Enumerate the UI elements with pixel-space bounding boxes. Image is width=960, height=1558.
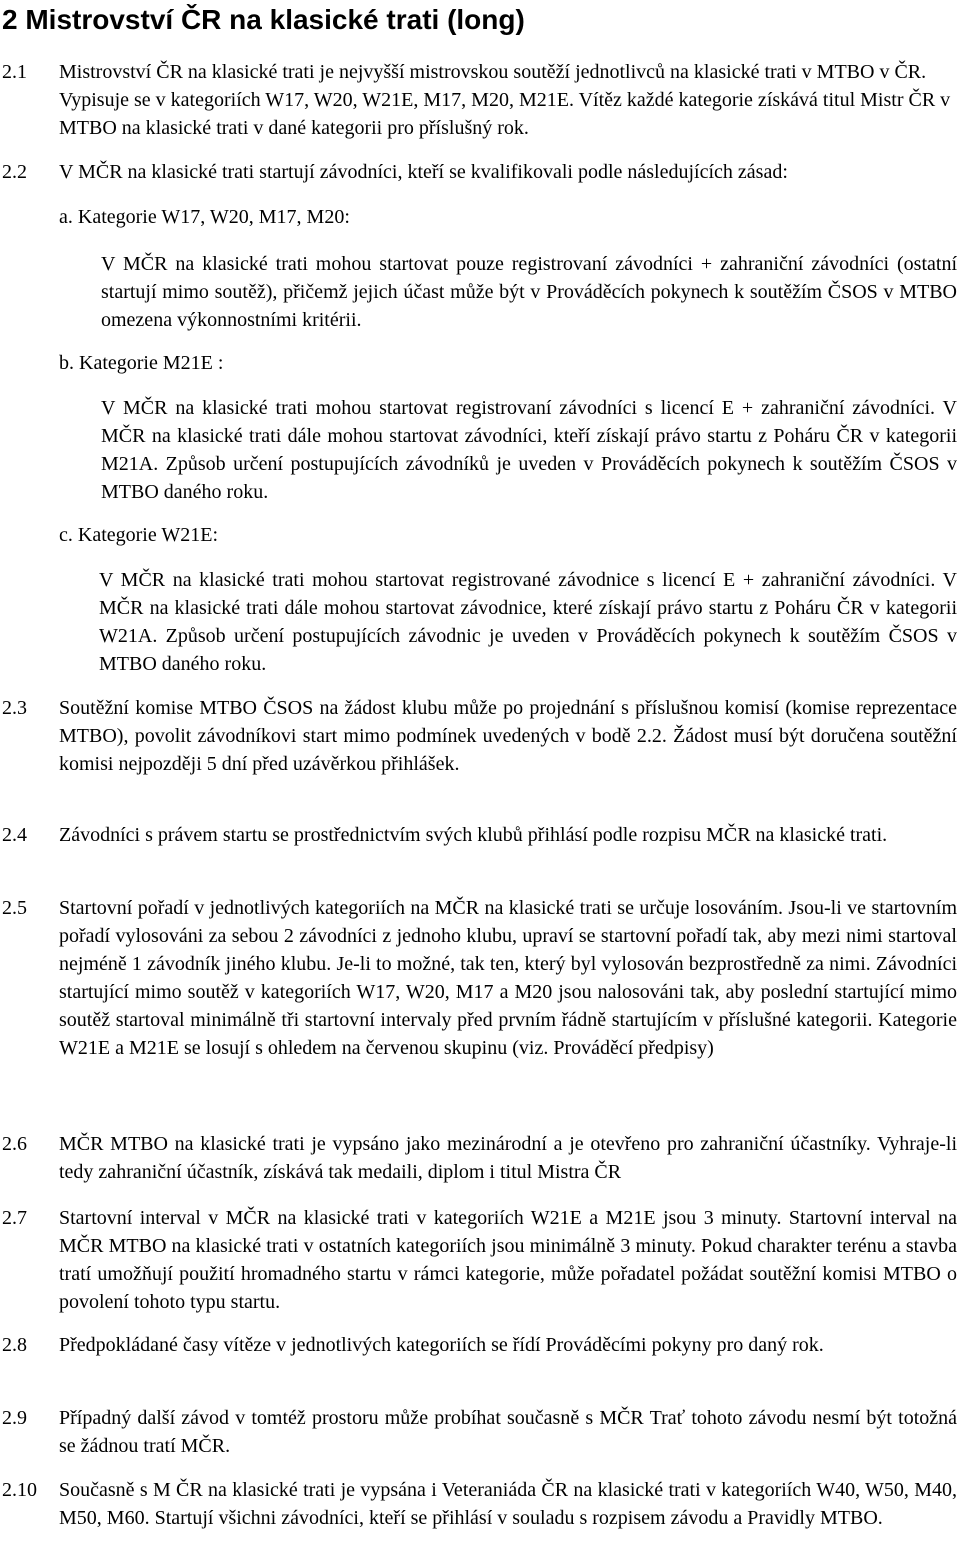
section-text: Mistrovství ČR na klasické trati je nejvyšší mistrovskou soutěží jednotlivců na klasické trati v MTBO v ČR. Vypisuje se v kategoriích W17, W20, W21E, M17, M20, M21E. Vítěz každé kategorie získává titul Mistr ČR v MTBO na klasické trati v dané kategorii pro příslušný rok.	[59, 61, 951, 139]
section-text: Předpokládané časy vítěze v jednotlivých kategoriích se řídí Prováděcími pokyny pro daný rok.	[59, 1334, 824, 1356]
section-text: Případný další závod v tomtéž prostoru může probíhat současně s MČR Trať tohoto závodu nesmí být totožná se žádnou tratí MČR.	[59, 1407, 957, 1457]
section-number: 2.10	[2, 1479, 37, 1501]
section-text: Současně s M ČR na klasické trati je vypsána i Veteraniáda ČR na klasické trati v kategoriích W40, W50, M40, M50, M60. Startují všichni závodníci, kteří se přihlásí v souladu s rozpisem závodu a Pravidly MTBO.	[59, 1479, 957, 1529]
section-number: 2.9	[2, 1407, 27, 1429]
section-text: Startovní pořadí v jednotlivých kategoriích na MČR na klasické trati se určuje losováním. Jsou-li ve startovním pořadí vylosováni za sebou 2 závodníci z jednoho klubu, upraví se startovní pořadí tak, aby mezi nimi startoval nejméně 1 závodník jiného klubu. Je-li to možné, tak ten, který byl vylosován bezprostředně za nimi. Závodníci startující mimo soutěž v kategoriích W17, W20, M17 a M20 jsou nalosováni tak, aby poslední startující mimo soutěž startoval minimálně tři startovní intervaly před prvním řádně startujícím v příslušné kategorii. Kategorie W21E a M21E se losují s ohledem na červenou skupinu (viz. Prováděcí předpisy)	[59, 897, 957, 1059]
subsection-text: V MČR na klasické trati mohou startovat pouze registrovaní závodníci + zahraniční závodníci (ostatní startují mimo soutěž), přičemž jejich účast může být v Prováděcích pokynech k soutěžím ČSOS v MTBO omezena výkonnostními kritérii.	[101, 253, 957, 331]
subsection-label: c. Kategorie W21E:	[59, 524, 219, 546]
section-number: 2.3	[2, 697, 27, 719]
section-number: 2.4	[2, 824, 27, 846]
subsection-label: b. Kategorie M21E :	[59, 352, 224, 374]
page-title: 2 Mistrovství ČR na klasické trati (long)	[2, 4, 525, 35]
subsection-text: V MČR na klasické trati mohou startovat registrovaní závodníci s licencí E + zahraniční závodníci. V MČR na klasické trati dále mohou startovat závodníci, kteří získají právo startu z Poháru ČR v kategorii M21A. Způsob určení postupujících závodníků je uveden v Prováděcích pokynech k soutěžím ČSOS v MTBO daného roku.	[101, 397, 957, 503]
subsection-label: a. Kategorie W17, W20, M17, M20:	[59, 206, 350, 228]
section-number: 2.5	[2, 897, 27, 919]
section-number: 2.8	[2, 1334, 27, 1356]
section-text: Soutěžní komise MTBO ČSOS na žádost klubu může po projednání s příslušnou komisí (komise reprezentace MTBO), povolit závodníkovi start mimo podmínek uvedených v bodě 2.2. Žádost musí být doručena soutěžní komisi nejpozději 5 dní před uzávěrkou přihlášek.	[59, 697, 957, 775]
section-text: MČR MTBO na klasické trati je vypsáno jako mezinárodní a je otevřeno pro zahraniční účastníky. Vyhraje-li tedy zahraniční účastník, získává tak medaili, diplom i titul Mistra ČR	[59, 1133, 957, 1183]
subsection-text: V MČR na klasické trati mohou startovat registrované závodnice s licencí E + zahraniční závodníci. V MČR na klasické trati dále mohou startovat závodnice, které získají právo startu z Poháru ČR v kategorii W21A. Způsob určení postupujících závodnic je uveden v Prováděcích pokynech k soutěžím ČSOS v MTBO daného roku.	[99, 569, 957, 675]
section-number: 2.2	[2, 161, 27, 183]
section-text: Startovní interval v MČR na klasické trati v kategoriích W21E a M21E jsou 3 minuty. Startovní interval na MČR MTBO na klasické trati v ostatních kategoriích jsou minimálně 3 minuty. Pokud charakter terénu a stavba tratí umožňují použití hromadného startu v rámci kategorie, může pořadatel požádat soutěžní komisi MTBO o povolení tohoto typu startu.	[59, 1207, 957, 1313]
section-number: 2.7	[2, 1207, 27, 1229]
section-text: V MČR na klasické trati startují závodníci, kteří se kvalifikovali podle následujících zásad:	[59, 161, 788, 183]
section-number: 2.1	[2, 61, 27, 83]
section-text: Závodníci s právem startu se prostřednictvím svých klubů přihlásí podle rozpisu MČR na klasické trati.	[59, 824, 888, 846]
section-number: 2.6	[2, 1133, 27, 1155]
